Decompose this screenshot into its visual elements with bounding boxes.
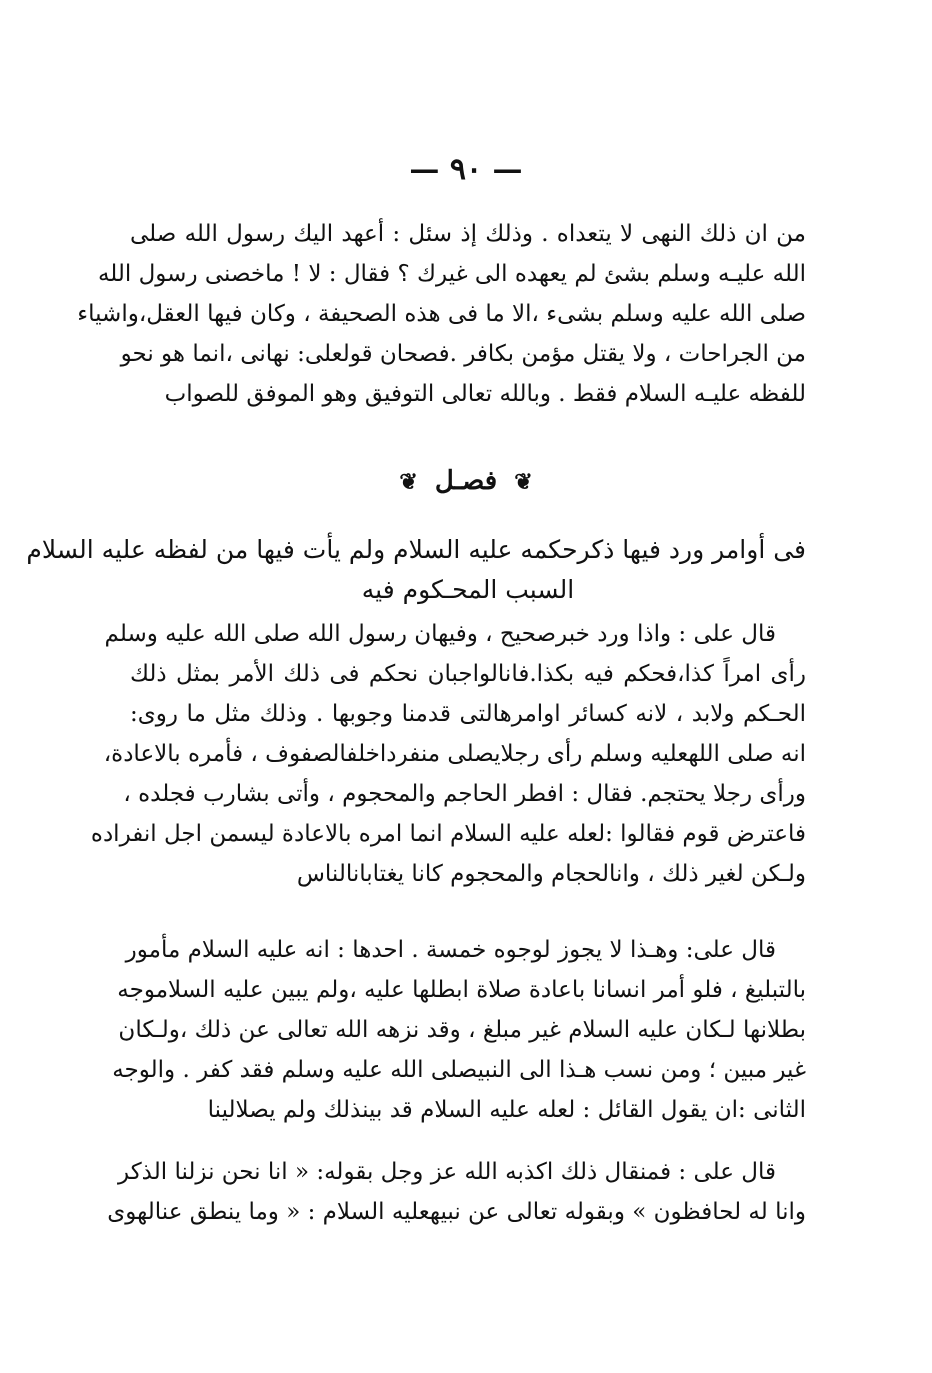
intro-paragraph [77,214,806,414]
ornament-right-icon: ❦ [514,469,533,495]
paragraph-3 [107,1152,806,1232]
text-line: الثانى :ان يقول القائل : لعله عليه السلام قد بينذلك ولم يصلالينا [207,1097,806,1123]
section-title-line: فى أوامر ورد فيها ذكرحكمه عليه السلام ولم يأت فيها من لفظه عليه السلام [26,535,806,564]
text-line: صلى الله عليه وسلم بشىء ،الا ما فى هذه الصحيفة ، وكان فيها العقل،واشياء [77,301,806,327]
text-line: فاعترض قوم فقالوا :لعله عليه السلام انما امره بالاعادة ليسمن اجل انفراده [90,821,806,847]
text-line: انه صلى اللهعليه وسلم رأى رجلايصلى منفرداخلفالصفوف ، فأمره بالاعادة، [103,741,806,767]
text-line: قال على : واذا ورد خبرصحيح ، وفيهان رسول الله صلى الله عليه وسلم [104,621,776,647]
ornament-left-icon: ❦ [399,469,418,495]
text-line: رأى امراً كذا،فحكم فيه بكذا.فانالواجبان نحكم فى ذلك الأمر بمثل ذلك [130,661,806,687]
paragraph-2 [112,930,806,1130]
text-line: من ان ذلك النهى لا يتعداه . وذلك إذ سئل : أعهد اليك رسول الله صلى [130,221,806,247]
text-line: ورأى رجلا يحتجم. فقال : افطر الحاجم والمحجوم ، وأتى بشارب فجلده ، [123,781,806,807]
text-line: قال على: وهـذا لا يجوز لوجوه خمسة . احدها : انه عليه السلام مأمور [125,937,776,963]
section-title-line: السبب المحـكوم فيه [361,575,575,604]
text-line: للفظه عليـه السلام فقط . وبالله تعالى التوفيق وهو الموفق للصواب [164,381,806,407]
text-line: الله عليـه وسلم بشئ لم يعهده الى غيرك ؟ فقال : لا ! ماخصنى رسول الله [97,261,806,287]
section-heading [0,466,932,496]
paragraph-1 [90,614,806,894]
text-line: بطلانها لـكان عليه السلام غير مبلغ ، وقد نزهه الله تعالى عن ذلك ،ولـكان [118,1017,806,1043]
text-line: الحـكم ولابد ، لانه كسائر اوامرهالتى قدمنا وجوبها . وذلك مثل ما روى: [130,701,806,727]
text-line: قال على : فمنقال ذلك اكذبه الله عز وجل بقوله: « انا نحن نزلنا الذكر [118,1159,776,1185]
text-line: بالتبليغ ، فلو أمر انسانا باعادة صلاة ابطلها عليه ،ولم يبين عليه السلاموجه [117,977,806,1003]
text-line: من الجراحات ، ولا يقتل مؤمن بكافر .فصحان قولعلى: نهانى ،انما هو نحو [120,341,806,367]
section-title [26,530,806,610]
text-line: غير مبين ؛ ومن نسب هـذا الى النبيصلى الله عليه وسلم فقد كفر . والوجه [112,1057,806,1083]
section-heading-label: فصـل [434,466,498,496]
text-line: ولـكن لغير ذلك ، وانالحجام والمحجوم كانا يغتابانالناس [296,861,806,887]
text-line: وانا له لحافظون » وبقوله تعالى عن نبيهعليه السلام : « وما ينطق عنالهوى [107,1199,806,1225]
page-number: — ٩٠ — [409,152,523,187]
